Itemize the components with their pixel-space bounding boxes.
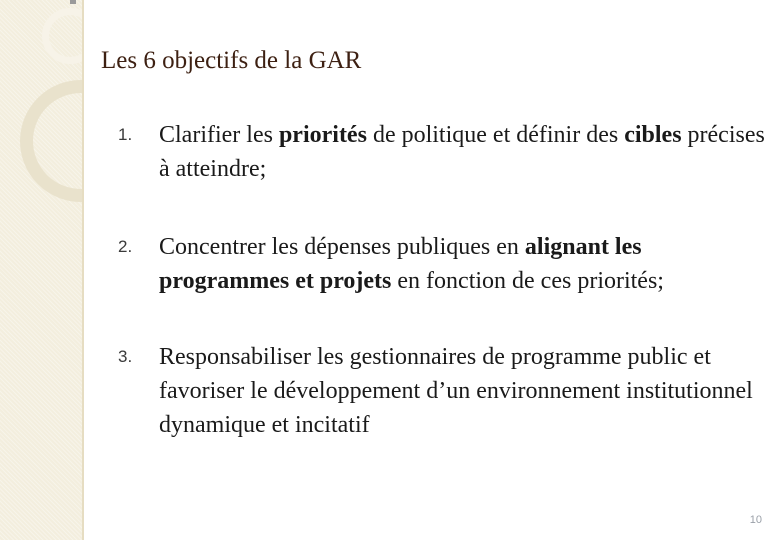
- objectives-list: [118, 118, 768, 486]
- page-number: 10: [749, 514, 762, 526]
- emphasis-text: alignant les programmes et projets: [159, 234, 642, 294]
- objective-item-3: [118, 340, 768, 442]
- objective-item-2: [118, 230, 768, 298]
- objective-number: 1.: [118, 125, 133, 144]
- text-segment: de politique et définir des: [366, 122, 625, 148]
- text-segment: précises à atteindre;: [159, 122, 765, 182]
- text-segment: Clarifier les: [159, 122, 279, 148]
- text-segment: Concentrer les dépenses publiques en: [159, 234, 525, 260]
- objective-number: 2.: [118, 237, 133, 256]
- objective-number: 3.: [118, 347, 133, 366]
- objective-text: [159, 122, 765, 182]
- objective-text: [159, 234, 664, 294]
- objective-item-1: [118, 118, 768, 186]
- emphasis-text: cibles: [624, 122, 682, 148]
- side-band-edge: [82, 0, 84, 540]
- decorative-ring-small: [42, 8, 84, 64]
- decorative-ring-large: [20, 80, 84, 202]
- objective-text: Responsabiliser les gestionnaires de programme public et favoriser le développement d’un environnement institutionnel dynamique et incitatif: [159, 344, 753, 438]
- slide-title: Les 6 objectifs de la GAR: [101, 47, 362, 74]
- text-segment: en fonction de ces priorités;: [391, 268, 664, 294]
- top-edge-mark: [70, 0, 76, 4]
- decorative-side-band: [0, 0, 84, 540]
- emphasis-text: priorités: [278, 122, 367, 148]
